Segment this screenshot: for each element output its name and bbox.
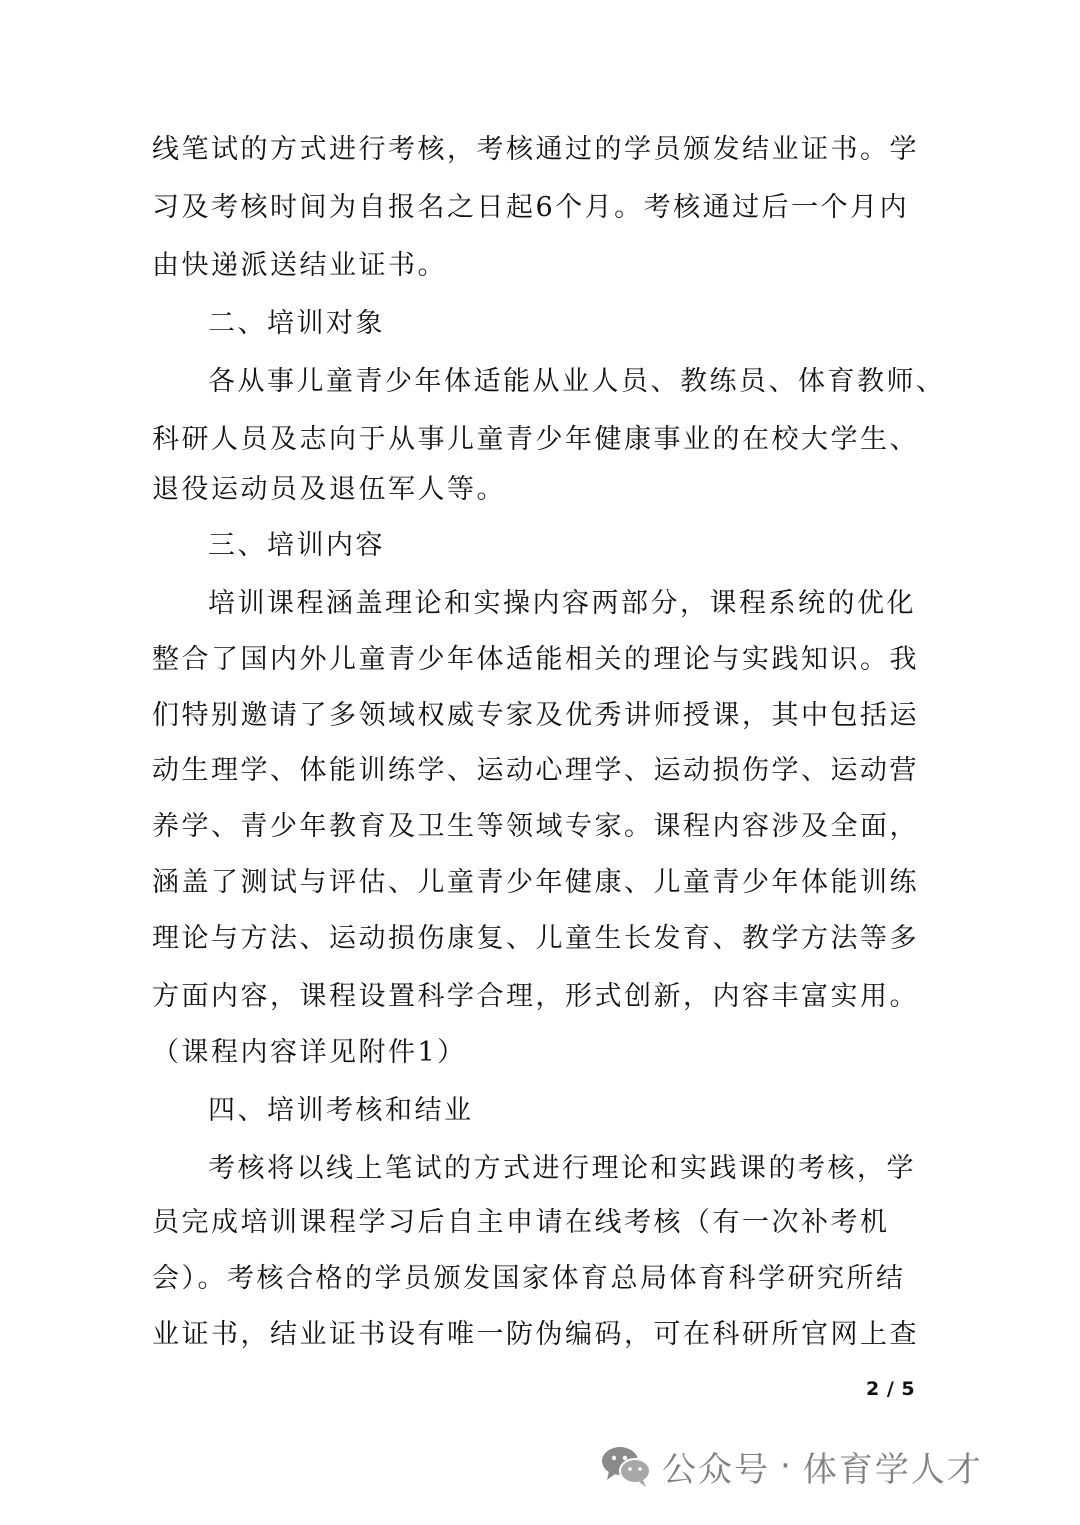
body-line-7: 退役运动员及退伍军人等。	[152, 474, 506, 505]
section-heading-content: 三、培训内容	[208, 530, 385, 561]
body-line-17: （课程内容详见附件1）	[152, 1037, 467, 1068]
body-line-12: 动生理学、体能训练学、运动心理学、运动损伤学、运动营	[152, 755, 919, 786]
section-heading-assessment: 四、培训考核和结业	[208, 1095, 474, 1126]
page-number: 2 / 5	[866, 1378, 916, 1400]
section-heading-targets: 二、培训对象	[208, 308, 385, 339]
body-line-11: 们特别邀请了多领域权威专家及优秀讲师授课，其中包括运	[152, 700, 919, 731]
body-line-6: 科研人员及志向于从事儿童青少年健康事业的在校大学生、	[152, 424, 919, 455]
wechat-watermark	[600, 1442, 983, 1490]
body-line-21: 会）。考核合格的学员颁发国家体育总局体育科学研究所结	[152, 1263, 906, 1294]
body-line-14: 涵盖了测试与评估、儿童青少年健康、儿童青少年体能训练	[152, 867, 919, 898]
body-line-1: 线笔试的方式进行考核，考核通过的学员颁发结业证书。学	[152, 134, 919, 165]
body-line-15: 理论与方法、运动损伤康复、儿童生长发育、教学方法等多	[152, 923, 919, 954]
watermark-account-name: 体育学人才	[802, 1449, 983, 1490]
body-line-22: 业证书，结业证书设有唯一防伪编码，可在科研所官网上查	[152, 1319, 919, 1350]
body-line-16: 方面内容，课程设置科学合理，形式创新，内容丰富实用。	[152, 981, 919, 1012]
body-line-19: 考核将以线上笔试的方式进行理论和实践课的考核，学	[208, 1153, 916, 1184]
body-line-2: 习及考核时间为自报名之日起6个月。考核通过后一个月内	[152, 192, 910, 223]
body-line-13: 养学、青少年教育及卫生等领域专家。课程内容涉及全面，	[152, 811, 919, 842]
body-line-9: 培训课程涵盖理论和实操内容两部分，课程系统的优化	[208, 588, 916, 619]
watermark-account-type: 公众号	[662, 1449, 770, 1490]
body-line-20: 员完成培训课程学习后自主申请在线考核（有一次补考机	[152, 1207, 890, 1238]
body-line-3: 由快递派送结业证书。	[152, 250, 447, 281]
body-line-5: 各从事儿童青少年体适能从业人员、教练员、体育教师、	[208, 366, 946, 397]
body-line-10: 整合了国内外儿童青少年体适能相关的理论与实践知识。我	[152, 644, 919, 675]
wechat-icon	[600, 1444, 652, 1488]
watermark-separator: ·	[780, 1446, 793, 1486]
